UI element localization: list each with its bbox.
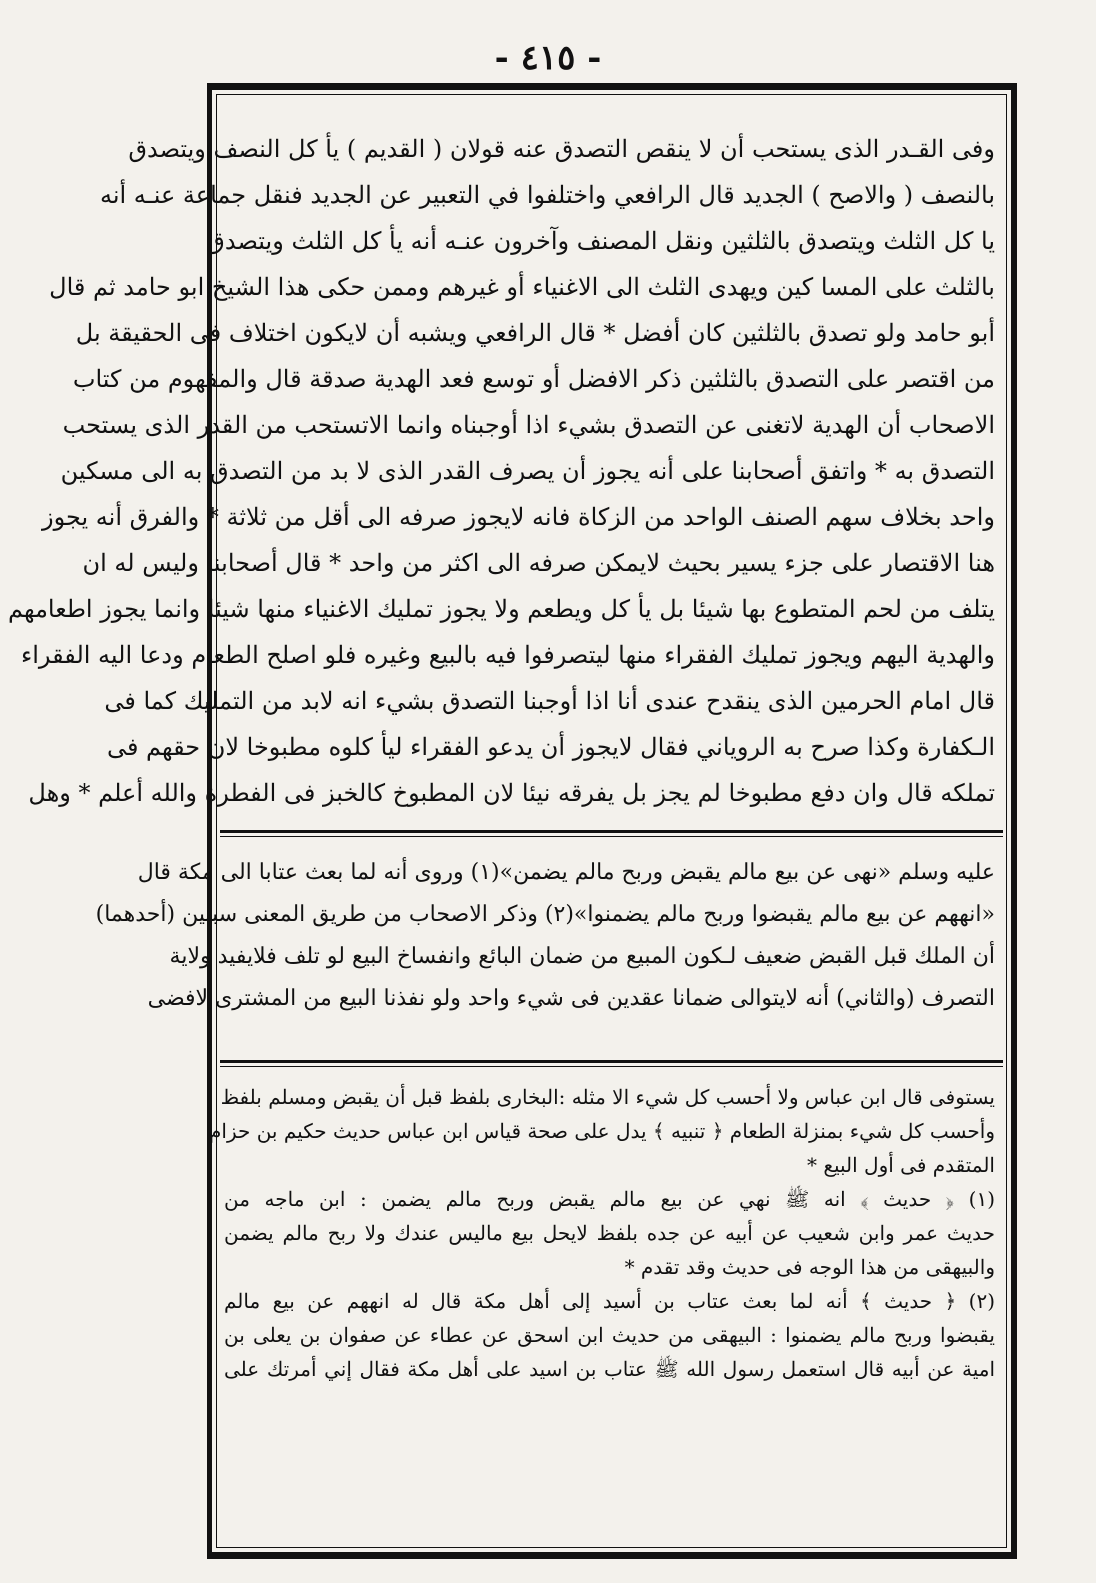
section-divider	[220, 830, 1003, 833]
main-text-line: تملكه قال وان دفع مطبوخا لم يجز بل يفرقه نيئا لان المطبوخ كالخبز فى الفطرة والله أعلم * وهل	[28, 779, 995, 807]
footnote-line: حديث عمر وابن شعيب عن أبيه عن جده بلفظ لايحل بيع ماليس عندك ولا ربح مالم يضمن	[224, 1221, 995, 1245]
main-text-line: يا كل الثلث ويتصدق بالثلثين ونقل المصنف وآخرون عنـه أنه يأ كل الثلث ويتصدق	[206, 227, 995, 255]
footnote-line: وأحسب كل شيء بمنزلة الطعام ﴿ تنبيه ﴾ يدل على صحة قياس ابن عباس حديث حكيم بن حزام	[209, 1119, 995, 1143]
main-text-line: الاصحاب أن الهدية لاتغنى عن التصدق بشيء اذا أوجبناه وانما الاتستحب من القدر الذى يستحب	[62, 411, 995, 439]
main-text-line: وفى القـدر الذى يستحب أن لا ينقص التصدق عنه قولان ( القديم ) يأ كل النصف ويتصدق	[128, 135, 995, 163]
page-number: - ٤١٥ -	[494, 38, 602, 78]
section-divider	[220, 1060, 1003, 1063]
footnote-line: يستوفى قال ابن عباس ولا أحسب كل شيء الا مثله :البخارى بلفظ قبل أن يقبض ومسلم بلفظ	[220, 1085, 995, 1109]
main-text-line: قال امام الحرمين الذى ينقدح عندى أنا اذا أوجبنا التصدق بشيء انه لابد من التمليك كما فى	[104, 687, 995, 715]
footnote-line: (٢) ﴿ حديث ﴾ أنه لما بعث عتاب بن أسيد إلى أهل مكة قال له انههم عن بيع مالم	[224, 1289, 995, 1313]
main-text-line: واحد بخلاف سهم الصنف الواحد من الزكاة فانه لايجوز صرفه الى أقل من ثلاثة * والفرق أنه يجوز	[42, 503, 995, 531]
middle-text-line: عليه وسلم «نهى عن بيع مالم يقبض وربح مالم يضمن»(١) وروى أنه لما بعث عتابا الى مكة قال	[137, 860, 995, 885]
middle-text-line: «انههم عن بيع مالم يقبضوا وربح مالم يضمنوا»(٢) وذكر الاصحاب من طريق المعنى سببين (أحدهما)	[95, 902, 995, 927]
main-text-line: بالنصف ( والاصح ) الجديد قال الرافعي واختلفوا في التعبير عن الجديد فنقل جماعة عنـه أنه	[99, 181, 995, 209]
main-text-line: الـكفارة وكذا صرح به الروياني فقال لايجوز أن يدعو الفقراء ليأ كلوه مطبوخا لان حقهم فى	[106, 733, 995, 761]
main-text-line: بالثلث على المسا كين ويهدى الثلث الى الاغنياء أو غيرهم وممن حكى هذا الشيخ ابو حامد ثم قال	[49, 273, 995, 301]
middle-text-line: التصرف (والثاني) أنه لايتوالى ضمانا عقدين فى شيء واحد ولو نفذنا البيع من المشترى لافضى	[147, 986, 995, 1011]
main-text-line: التصدق به * واتفق أصحابنا على أنه يجوز أن يصرف القدر الذى لا بد من التصدق به الى مسكين	[60, 457, 995, 485]
main-text-line: والهدية اليهم ويجوز تمليك الفقراء منها ليتصرفوا فيه بالبيع وغيره فلو اصلح الطعام ودعا اليه الفقراء	[20, 641, 995, 669]
page-frame	[8, 83, 1017, 1559]
footnote-line: المتقدم فى أول البيع *	[806, 1153, 995, 1177]
main-text-line: هنا الاقتصار على جزء يسير بحيث لايمكن صرفه الى اكثر من واحد * قال أصحابنا وليس له ان	[82, 549, 995, 577]
middle-text-line: أن الملك قبل القبض ضعيف لـكون المبيع من ضمان البائع وانفساخ البيع لو تلف فلايفيد ولاية	[169, 944, 995, 969]
main-text-line: أبو حامد ولو تصدق بالثلثين كان أفضل * قال الرافعي ويشبه أن لايكون اختلاف فى الحقيقة بل	[75, 319, 995, 347]
footnote-line: والبيهقى من هذا الوجه فى حديث وقد تقدم *	[624, 1255, 995, 1279]
footnote-line: امية عن أبيه قال استعمل رسول الله ﷺ عتاب بن اسيد على أهل مكة فقال إني أمرتك على	[224, 1357, 995, 1381]
footnotes-block	[209, 1080, 995, 1386]
middle-text-block	[95, 852, 995, 1020]
main-text-block	[8, 126, 995, 816]
footnote-line: يقبضوا وربح مالم يضمنوا : البيهقى من حديث ابن اسحق عن عطاء عن صفوان بن يعلى بن	[224, 1323, 995, 1347]
main-text-line: من اقتصر على التصدق بالثلثين ذكر الافضل أو توسع فعد الهدية صدقة قال والمفهوم من كتاب	[72, 365, 995, 393]
main-text-line: يتلف من لحم المتطوع بها شيئا بل يأ كل ويطعم ولا يجوز تمليك الاغنياء منها شيئا وانما يجوز اطعامهم	[8, 595, 995, 623]
footnote-line: (١) ﴿ حديث ﴾ انه ﷺ نهي عن بيع مالم يقبض وربح مالم يضمن : ابن ماجه من	[224, 1187, 995, 1211]
